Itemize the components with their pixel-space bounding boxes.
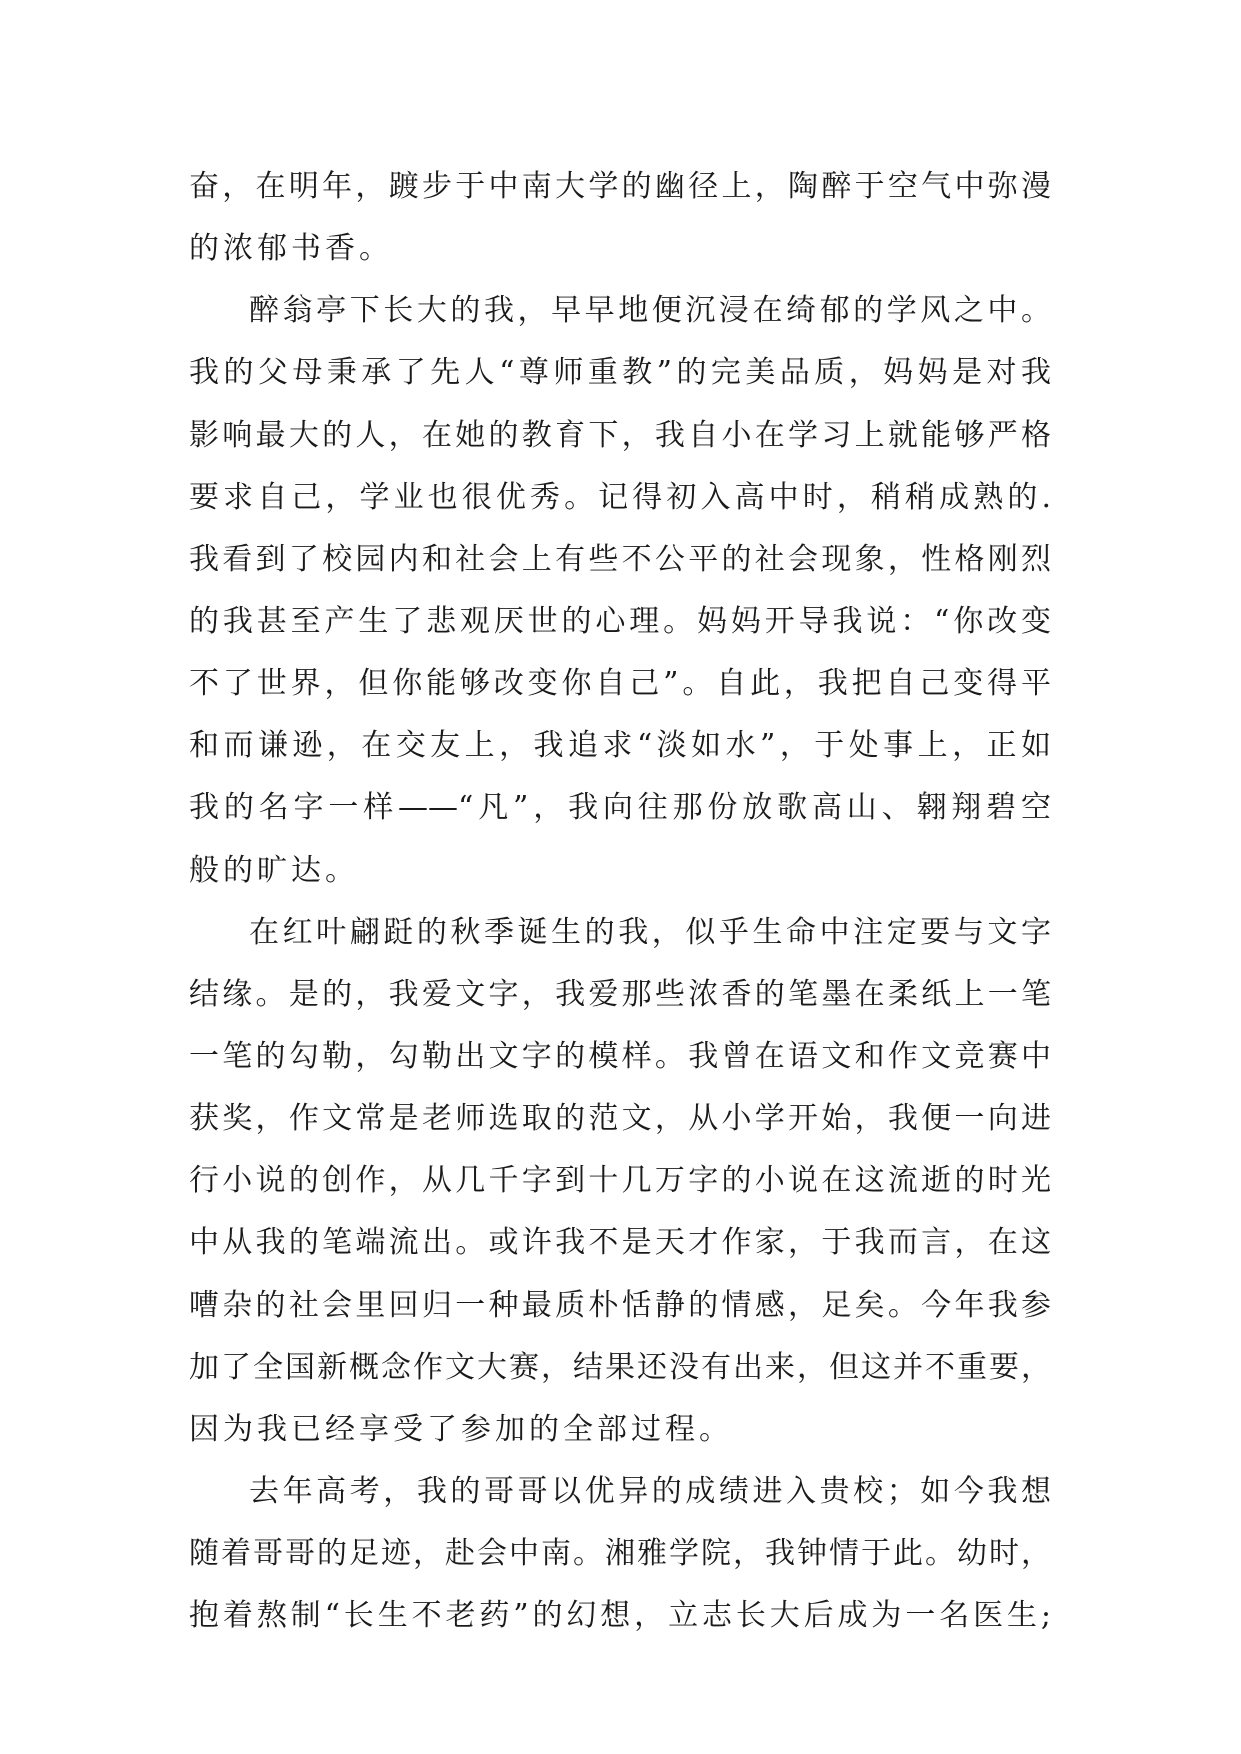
text-line: 去年高考，我的哥哥以优异的成绩进入贵校；如今我想 (249, 1473, 1051, 1509)
text-line: 般的旷达。 (189, 852, 359, 888)
text-line: 的我甚至产生了悲观厌世的心理。妈妈开导我说：“你改变 (189, 603, 1051, 639)
text-line: 在红叶翩跹的秋季诞生的我，似乎生命中注定要与文字 (249, 914, 1051, 950)
text-line: 和而谦逊，在交友上，我追求“淡如水”，于处事上，正如 (189, 728, 1051, 764)
text-line: 抱着熬制“长生不老药”的幻想，立志长大后成为一名医生; (189, 1598, 1051, 1634)
text-line: 影响最大的人，在她的教育下，我自小在学习上就能够严格 (189, 417, 1051, 453)
text-line: 我的父母秉承了先人“尊师重教”的完美品质，妈妈是对我 (189, 355, 1051, 391)
text-line: 行小说的创作，从几千字到十几万字的小说在这流逝的时光 (189, 1163, 1051, 1199)
text-line: 一笔的勾勒，勾勒出文字的模样。我曾在语文和作文竞赛中 (189, 1038, 1051, 1074)
text-line: 的浓郁书香。 (189, 231, 393, 267)
text-line: 我的名字一样——“凡”，我向往那份放歌高山、翱翔碧空 (189, 790, 1051, 826)
text-line: 不了世界，但你能够改变你自己”。自此，我把自己变得平 (189, 666, 1051, 702)
text-line: 我看到了校园内和社会上有些不公平的社会现象，性格刚烈 (189, 541, 1051, 577)
text-line: 结缘。是的，我爱文字，我爱那些浓香的笔墨在柔纸上一笔 (189, 976, 1051, 1012)
text-line: 要求自己，学业也很优秀。记得初入高中时，稍稍成熟的. (189, 479, 1051, 515)
text-line: 嘈杂的社会里回归一种最质朴恬静的情感，足矣。今年我参 (189, 1287, 1051, 1323)
text-line: 醉翁亭下长大的我，早早地便沉浸在绮郁的学风之中。 (249, 293, 1051, 329)
text-line: 中从我的笔端流出。或许我不是天才作家，于我而言，在这 (189, 1225, 1051, 1261)
text-line: 奋，在明年，踱步于中南大学的幽径上，陶醉于空气中弥漫 (189, 169, 1051, 204)
text-line: 加了全国新概念作文大赛，结果还没有出来，但这并不重要， (189, 1349, 1051, 1385)
body-text (189, 156, 1051, 1647)
text-line: 获奖，作文常是老师选取的范文，从小学开始，我便一向进 (189, 1101, 1051, 1137)
text-line: 随着哥哥的足迹，赴会中南。湘雅学院，我钟情于此。幼时， (189, 1536, 1051, 1572)
text-line: 因为我已经享受了参加的全部过程。 (189, 1411, 733, 1447)
